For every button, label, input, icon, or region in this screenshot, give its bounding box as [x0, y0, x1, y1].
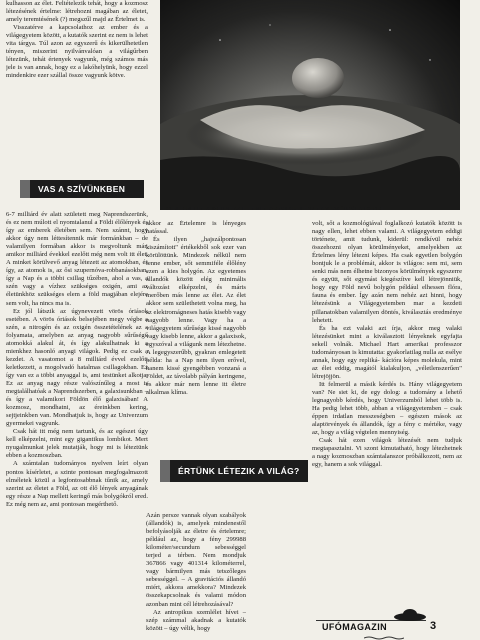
paragraph: A számtalan tudományos nyelven leírt olyan pontos kísérletet, a szinte pontosan megfogalmazott elméletek közül a legfontosabbnak tűnik az, amely szerint az életet a Föld, az ott élő lények anyagának egy része a Nap mellett keringő más bolygókról ered. Ez még nem az, ami pontosan megérthető.	[6, 460, 148, 508]
photo-caption: EGYES ELMÉLETEK SZERINT AZ ÉLET METEORITOKKAL KERÜLT A VILÁGŰRBŐL A FÖLDRE	[162, 206, 384, 211]
paragraph: Itt felmerül a másik kérdés is. Hány világegyetem van? Ne siet ki, de egy dolog: a tudomány a lehető legnagyobb kérdés, hogy Univerzumból lehet több is. Ha pedig lehet több, abban a világegyetemben – csak éppen irdatlan messzeségben – egészen mások az alaptörvények és állandók, így a fény c mértéke, vagy az, hogy a világ végtelen mennyiség.	[312, 380, 462, 437]
paragraph: Csak hát itt még nem tartunk, és az egészet úgy kell elképzelni, mint egy gigantikus lombikot. Mert nyugalmunkat jelek mutatják, hogy mi is léteztünk ebben a kozmoszban.	[6, 428, 148, 460]
paragraph: Visszatérve a kapcsolathoz az ember és a világegyetem között, a kutatók szerint ez nem is lehet vita tárgya. Túl azon az egyszerű és kikerülhetetlen tényen, miszerint nyilvánvalóan a világűrben létezünk, tehát értenyek vagyunk, még számos más jele is van annak, hogy ez a lakóhelyünk, hogy ezzel mindenkire ezer szállal össze vagyunk kötve.	[6, 24, 148, 80]
paragraph: 6-7 milliárd év alatt született meg Naprendszerünk, és ez nem múlott el nyomtalanul a Földi élőlények és így az emberek életében sem. Nem szánnt, hogy akkor úgy nem léttesítennik már formánkban – de valamilyen formában akkor is megvoltunk már, amikor milliárd évekkel ezelőtt még nem volt itt élet. A minket körülvevő anyag létezett az atomokban, és így, az atomok is, az ősi szupernóva-robbanásokban, így a Nap és a többi csillag tűzében, ahol a vas, a szén vagy a vízhez szükséges oxigén, ami az életünkhöz szükséges elem a föld magjában elejére sem volt, ha nincs ma is.	[6, 211, 148, 307]
column-1-top	[6, 0, 148, 180]
heading-accent	[160, 460, 170, 482]
paragraph: akkor az Értelemre is lényeges hatással.	[146, 220, 246, 236]
paragraph: kulhasson az élet. Feltételezik tehát, hogy a kozmosz létezésének értelme: létrehozni magában az életet, amely teremtésének (?) megszűl majd az Értelmet is.	[6, 0, 148, 24]
ufo-icon	[392, 607, 428, 623]
section-heading-text: VAS A SZÍVÜNKBEN	[38, 184, 126, 194]
meteorite-photo	[160, 0, 460, 210]
column-3	[312, 220, 462, 620]
wave-ornament-icon	[364, 636, 404, 640]
column-1-bottom	[6, 211, 148, 639]
section-heading-text: ÉRTÜNK LÉTEZIK A VILÁG?	[178, 466, 300, 476]
paragraph: volt, sőt a kozmológiával foglalkozó kutatók között is nagy ellen, lehet ebben valami. A világegyetem eddigi története, amit tudunk, kiderül: rendkívül nehéz összehozni olyan körülményeket, amelyekben az Értelmes lény létezni képes. Ha csak egyetlen bolygón bontjuk le a problémát, akkor is világos: sem mi, sem senki más nem élhetne bizonyos körülmények egyszerre és együtt, sőt egymást kiegészítve kell létrejönniük, hogy egy Föld nevű bolygón például elhessen flóra, fauna és ember. Így azán nem nehéz azt hinni, hogy létezésünk a Világegyetemben mar a kezdeti pillanatokban valamilyen döntés, kiválasztás eredménye lehetett.	[312, 220, 462, 324]
heading-accent	[20, 180, 30, 198]
column-2-bottom	[146, 512, 246, 634]
meteorite-illustration	[160, 0, 460, 210]
paragraph: És ha ezt valaki azt írja, akkor meg valaki létezésünket mint a kiválasztott lényeknek egyfajta sekell volnák. Michael Hart amerikai professzor tudományosan is kimutatta: gyakorlatilag nulla az esélye annak, hogy egy repliká- kációra képes molekula, mint az élet eddig, magától kialakuljon, „véletlenszerűen" létrejöjjön.	[312, 324, 462, 380]
page-number: 3	[430, 620, 437, 632]
section-heading-ertunk	[160, 460, 308, 482]
paragraph: Ez jól látszik az úgynevezett vörös óriások esetében. A vörös óriások belsejében megy végbe a szén, a nitrogén és az oxigén összetételének az a folyamata, amelyben az anyag nagyobb sűrűségű atomokká alakul át, és így alakulhatnak ki a mienkhez hasonló anyagi világok. Pedig ez csak a kezdet. A vasatomot a 8 milliárd évvel ezelőtt keletkezett, a mogolvadó hatalmas csillagokban. Ez így van ez a többi anyaggal is, ami testünket alkotja. Ez az anyag nagy része valószínűleg a most is megtalálhatóak a Naprendszerben, a galaxisunkban – és így a valamikori Földön élő galaxisában! A kozmosz, mondhatni, az éreinkben kering, sejtjeinkben van. Mondhatjuk is, hogy az Univerzum gyermekei vagyunk.	[6, 307, 148, 428]
section-heading-vas	[20, 180, 144, 198]
magazine-brand: UFÓMAGAZIN	[322, 622, 387, 632]
paragraph: Azán persze vannak olyan szabályok (állandók) is, amelyek mindenestől befolyásolják az életre és értelemre; például az, hogy a fény 299988 kilométer/secundum sebességgel terjed a térben. Nem mondjuk 367866 vagy 401314 kilométerrel, vagy bármilyen más tetszőleges sebességgel. – A gravitációs állandó miért, akkora amekkora? Mindezek összekapcsolnak és valami módon azonban mint cél létrehozásával?	[146, 512, 246, 608]
paragraph: Csak hát ezen világok létezését nem tudjuk megtapasztalni. Vi szont kimutatható, hogy létezhetnek a nagy kozmoszban számtalanszor próbálkozott, nem az egy, hanem a sok világgal.	[312, 437, 462, 469]
paragraph: És ilyen „hajszálpontosan kiszámított" értékekből sok ezer van körülöttünk. Mindezek nélkül nem lenne ember, sőt semmiféle élőlény ezen a kies holygón. Az egyetemes állandók között elég minimális változást elképzelni, és máris merőben más lenne az élet. Az élet akkor sem születhetett volna meg, ha az elektromágneses hatás kisebb vagy nagyobb lenne. Vagy ha a világegyetem sűrűsége kissé nagyobb vagy kisebb lenne, akkor a galaxisok, egyszóval a világunk nem létezhetne. A legegyszerűbb, gyakran emlegetett példa: ha a Nap nem ilyen erővel, hanem kissé gyengébben vonzaná a Földet, az távolabb pályán keringene, és akkor már nem lenne itt életre alkalmas klíma.	[146, 236, 246, 396]
paragraph: Az antropikus szemlélet hívei – szép számmal akadnak a kutatók között – úgy vélik, hogy	[146, 608, 246, 632]
column-2-top	[146, 220, 246, 452]
